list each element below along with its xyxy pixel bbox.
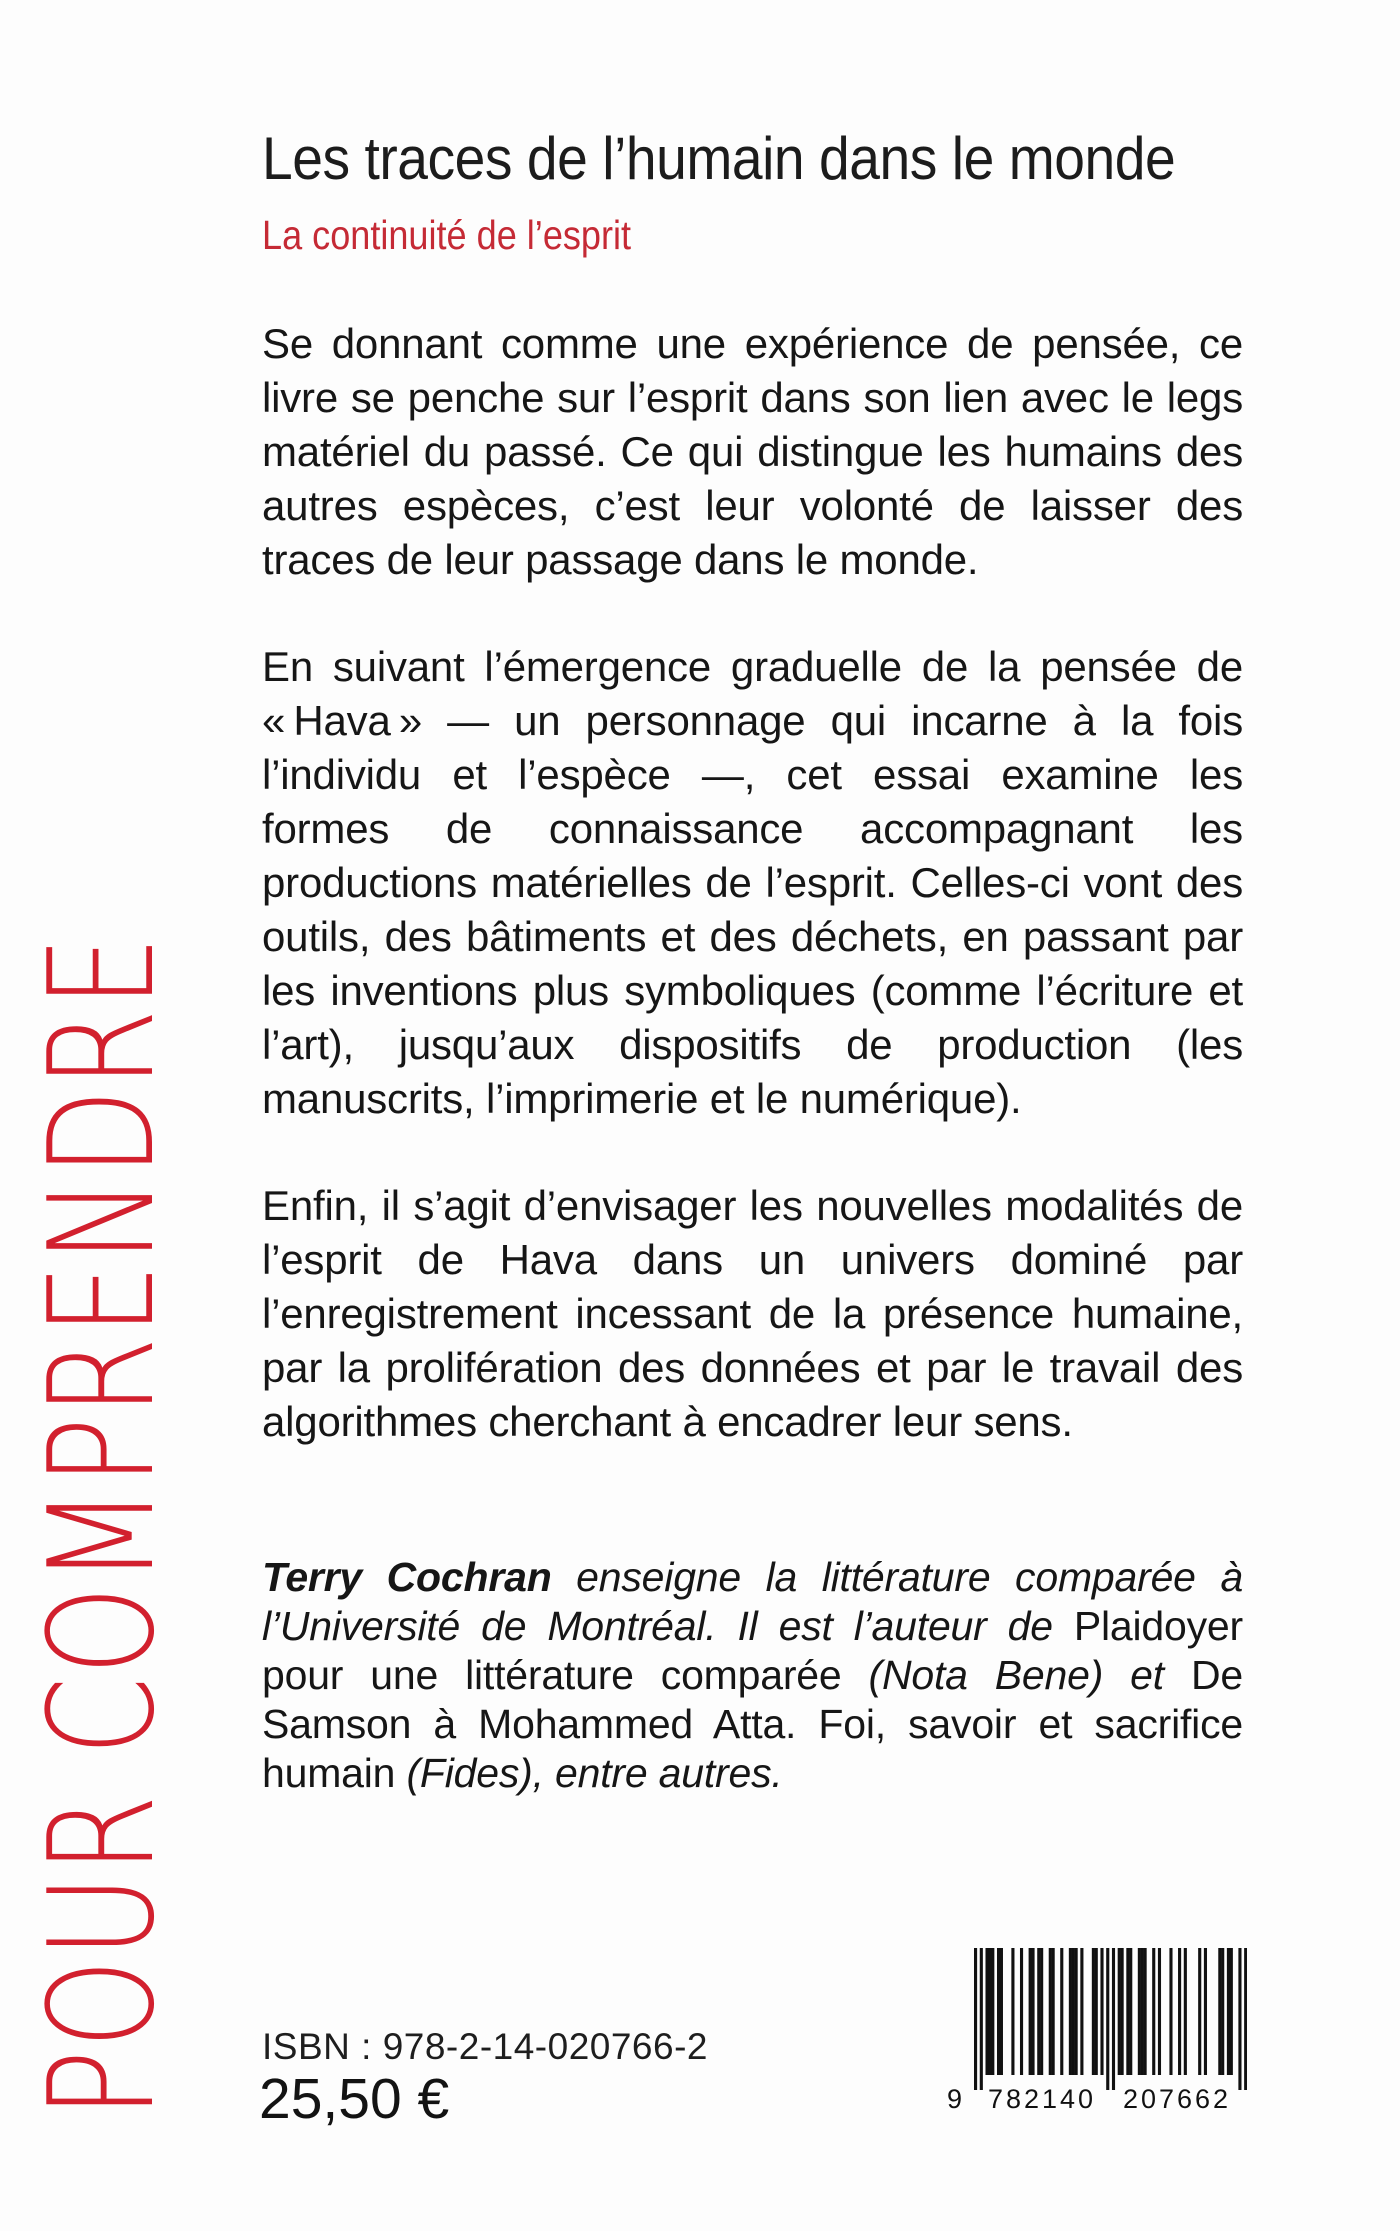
price-text: 25,50 € — [259, 2067, 450, 2131]
book-title: Les traces de l’humain dans le monde — [262, 125, 1176, 192]
author-bio-segment: enseigne la littérature comparée à l’Université de Montréal. Il est l’auteur de — [262, 1554, 1243, 1649]
barcode-digit-prefix: 9 — [947, 2084, 963, 2114]
barcode-bars — [974, 1948, 1247, 2090]
author-bio — [262, 1553, 1243, 1798]
barcode-digits-left: 782140 — [987, 2084, 1097, 2114]
collection-title-vertical: POUR COMPRENDRE — [18, 934, 187, 2118]
barcode — [945, 1948, 1257, 2118]
synopsis-paragraph: Enfin, il s’agit d’envisager les nouvelles modalités de l’esprit de Hava dans un univers dominé par l’enregistrement incessant de la présence humaine, par la prolifération des données et par le travail des algorithmes cherchant à encadrer leur sens. — [262, 1182, 1243, 1445]
author-bio-segment: Terry Cochran — [262, 1554, 552, 1600]
author-bio-segment: (Nota Bene) et — [868, 1652, 1191, 1698]
author-bio-segment: Plaidoyer pour une littérature comparée — [262, 1603, 1243, 1698]
author-bio-segment: (Fides), entre autres. — [406, 1750, 783, 1796]
barcode-digits-right: 207662 — [1122, 2084, 1232, 2114]
isbn-text: ISBN : 978-2-14-020766-2 — [262, 2026, 708, 2067]
synopsis — [262, 317, 1243, 1449]
author-bio-segment: De Samson à Mohammed Atta. Foi, savoir et sacrifice humain — [262, 1652, 1243, 1796]
book-subtitle: La continuité de l’esprit — [262, 212, 632, 258]
synopsis-paragraph: Se donnant comme une expérience de pensée, ce livre se penche sur l’esprit dans son lien avec le legs matériel du passé. Ce qui distingue les humains des autres espèces, c’est leur volonté de laisser des traces de leur passage dans le monde. — [262, 320, 1243, 583]
synopsis-paragraph: En suivant l’émergence graduelle de la pensée de « Hava » — un personnage qui incarne à la fois l’individu et l’espèce —, cet essai examine les formes de connaissance accompagnant les productions matérielles de l’esprit. Celles-ci vont des outils, des bâtiments et des déchets, en passant par les inventions plus symboliques (comme l’écriture et l’art), jusqu’aux dispositifs de production (les manuscrits, l’imprimerie et le numérique). — [262, 643, 1243, 1122]
